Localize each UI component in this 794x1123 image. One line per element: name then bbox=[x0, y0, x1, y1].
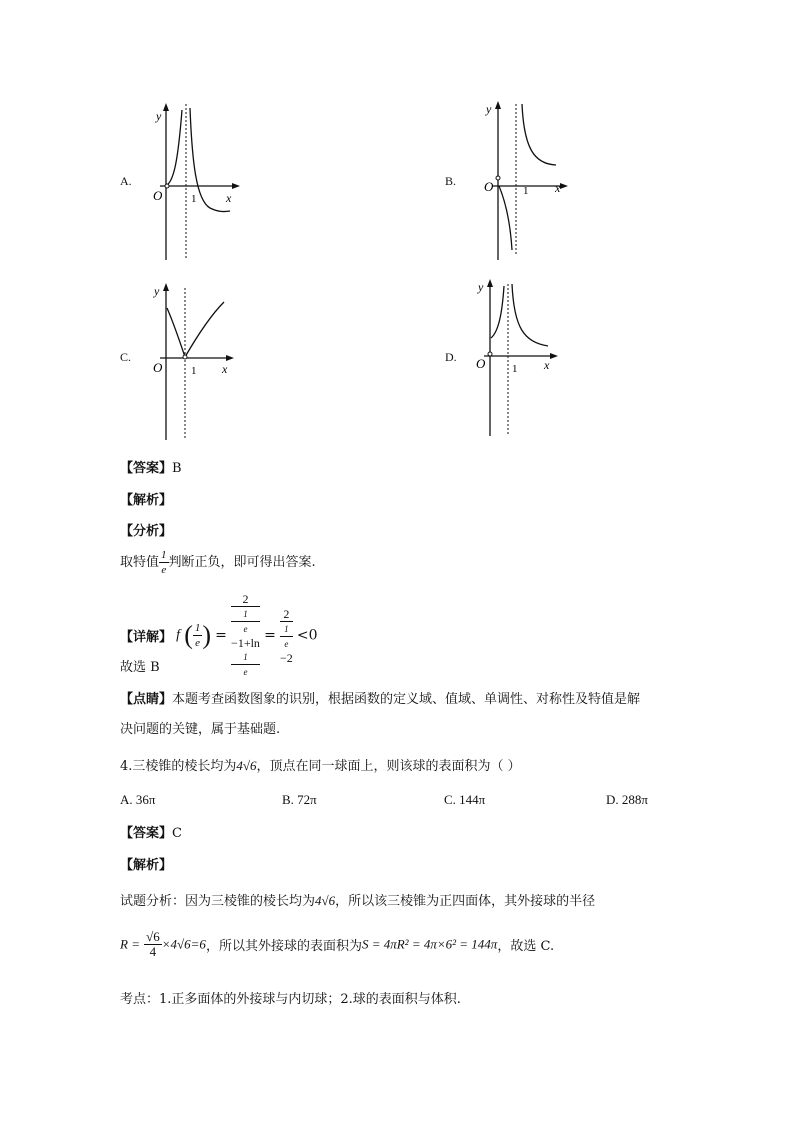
detail-frac1-den-n: 1 bbox=[231, 650, 260, 665]
dianjing-line1 bbox=[120, 688, 640, 707]
detail-f: f bbox=[176, 627, 181, 643]
trial-post: ，所以该三棱锥为正四面体，其外接球的半径 bbox=[335, 894, 596, 909]
detail-line: 【详解】 f ( $\frac{1}{e}$ ) = 2 1 e −1+ln 1 e = 2 1 e −2 <0 bbox=[120, 592, 318, 677]
detail-frac1-den-mid: −1+ln bbox=[231, 636, 260, 650]
dianjing-text1: 本题考查函数图象的识别，根据函数的定义域、值域、单调性、对称性及特值是解 bbox=[172, 692, 641, 707]
graph-a-x-label: x bbox=[226, 191, 232, 205]
choose-text: 故选 B bbox=[120, 660, 160, 675]
graph-d-tick: 1 bbox=[512, 363, 518, 375]
graph-a-tick: 1 bbox=[191, 193, 197, 205]
detail-frac1-den-e: e bbox=[243, 624, 248, 634]
formula-num: √6 bbox=[146, 929, 160, 944]
fenxi-frac-num: 1 bbox=[161, 549, 167, 561]
detail-arg-num: 1 bbox=[194, 622, 201, 634]
graph-c-x-label: x bbox=[222, 362, 228, 376]
detail-tail: <0 bbox=[296, 627, 318, 644]
trial-math: 4√6 bbox=[315, 893, 336, 908]
detail-frac1-den-e2: e bbox=[243, 667, 248, 677]
detail-tag: 【详解】 bbox=[120, 630, 173, 645]
q4-choice-b-value: 72π bbox=[297, 792, 317, 807]
answer-value: B bbox=[172, 461, 182, 476]
graph-b-y-label: y bbox=[486, 102, 492, 116]
graph-c-y-label: y bbox=[154, 284, 160, 298]
trial-pre: 试题分析：因为三棱锥的棱长均为 bbox=[120, 894, 316, 909]
graph-a-origin: O bbox=[153, 188, 163, 203]
q4-choice-a-label: A. bbox=[120, 792, 133, 807]
option-b-label: B. bbox=[445, 174, 457, 188]
graph-a-y-label: y bbox=[156, 109, 162, 123]
formula-end: ，故选 C. bbox=[497, 939, 555, 954]
graph-b-origin: O bbox=[484, 179, 494, 194]
fenxi-frac-den: e bbox=[161, 564, 167, 576]
analysis-tag: 【解析】 bbox=[120, 493, 173, 508]
option-a-label: A. bbox=[120, 174, 132, 188]
fenxi-tag: 【分析】 bbox=[120, 524, 173, 539]
option-c-label: C. bbox=[120, 350, 132, 364]
fenxi-pre: 取特值 bbox=[120, 555, 160, 570]
q4-choice-a bbox=[120, 792, 155, 808]
detail-frac2-den-n: 1 bbox=[280, 622, 293, 637]
graph-d-origin: O bbox=[476, 356, 486, 371]
q4-choice-b bbox=[282, 792, 317, 808]
q4-choice-d-label: D. bbox=[606, 792, 619, 807]
q4-stem-math: 4√6 bbox=[236, 758, 257, 773]
trial-line bbox=[120, 890, 595, 909]
answer2-tag: 【答案】 bbox=[120, 826, 173, 841]
detail-frac2-num: 2 bbox=[280, 607, 293, 622]
graph-c bbox=[148, 280, 243, 445]
detail-frac1-num: 2 bbox=[231, 592, 260, 607]
q4-choice-a-value: 36π bbox=[135, 792, 156, 807]
formula-line bbox=[120, 930, 554, 959]
detail-frac1-den-pre: 1 bbox=[231, 607, 260, 622]
option-d-label: D. bbox=[445, 350, 457, 364]
formula-r-post: ×4√6=6 bbox=[161, 936, 206, 952]
q4-stem-pre: 4.三棱锥的棱长均为 bbox=[120, 759, 237, 774]
fenxi-text bbox=[120, 548, 316, 577]
detail-frac2-den-e: e bbox=[284, 638, 289, 649]
formula-s: S = 4πR² = 4π×6² = 144π bbox=[361, 936, 498, 952]
dianjing-line2: 决问题的关键，属于基础题. bbox=[120, 722, 281, 737]
formula-r-pre: R = bbox=[120, 936, 140, 952]
dianjing-tag: 【点睛】 bbox=[120, 692, 173, 707]
detail-arg-den: e bbox=[195, 637, 201, 649]
answer-line bbox=[120, 457, 182, 476]
graph-b-x-label: x bbox=[555, 181, 561, 195]
graph-a bbox=[148, 100, 243, 265]
graph-b bbox=[478, 98, 573, 263]
formula-den: 4 bbox=[149, 944, 157, 959]
detail-eq: = bbox=[215, 627, 227, 644]
graph-c-origin: O bbox=[153, 360, 163, 375]
fenxi-post: 判断正负，即可得出答案. bbox=[168, 555, 316, 570]
q4-choice-c-value: 144π bbox=[459, 792, 486, 807]
q4-choice-b-label: B. bbox=[282, 792, 294, 807]
q4-choice-d-value: 288π bbox=[621, 792, 648, 807]
graph-d-x-label: x bbox=[544, 358, 550, 372]
q4-stem bbox=[120, 755, 521, 774]
q4-choice-c-label: C. bbox=[444, 792, 456, 807]
detail-frac2-den-post: −2 bbox=[279, 650, 293, 665]
kaodian: 考点：1.正多面体的外接球与内切球；2.球的表面积与体积. bbox=[120, 992, 461, 1007]
analysis2-tag: 【解析】 bbox=[120, 858, 173, 873]
answer-tag: 【答案】 bbox=[120, 461, 173, 476]
answer2-value: C bbox=[172, 826, 182, 841]
q4-choice-d bbox=[606, 792, 648, 808]
formula-mid: ，所以其外接球的表面积为 bbox=[205, 939, 362, 954]
q4-stem-post: ，顶点在同一球面上，则该球的表面积为（ ） bbox=[256, 759, 521, 774]
graph-c-tick: 1 bbox=[191, 365, 197, 377]
graph-d bbox=[472, 276, 567, 441]
graph-b-tick: 1 bbox=[523, 185, 529, 197]
answer2-line bbox=[120, 822, 182, 841]
q4-choice-c bbox=[444, 792, 485, 808]
graph-d-y-label: y bbox=[478, 280, 484, 294]
